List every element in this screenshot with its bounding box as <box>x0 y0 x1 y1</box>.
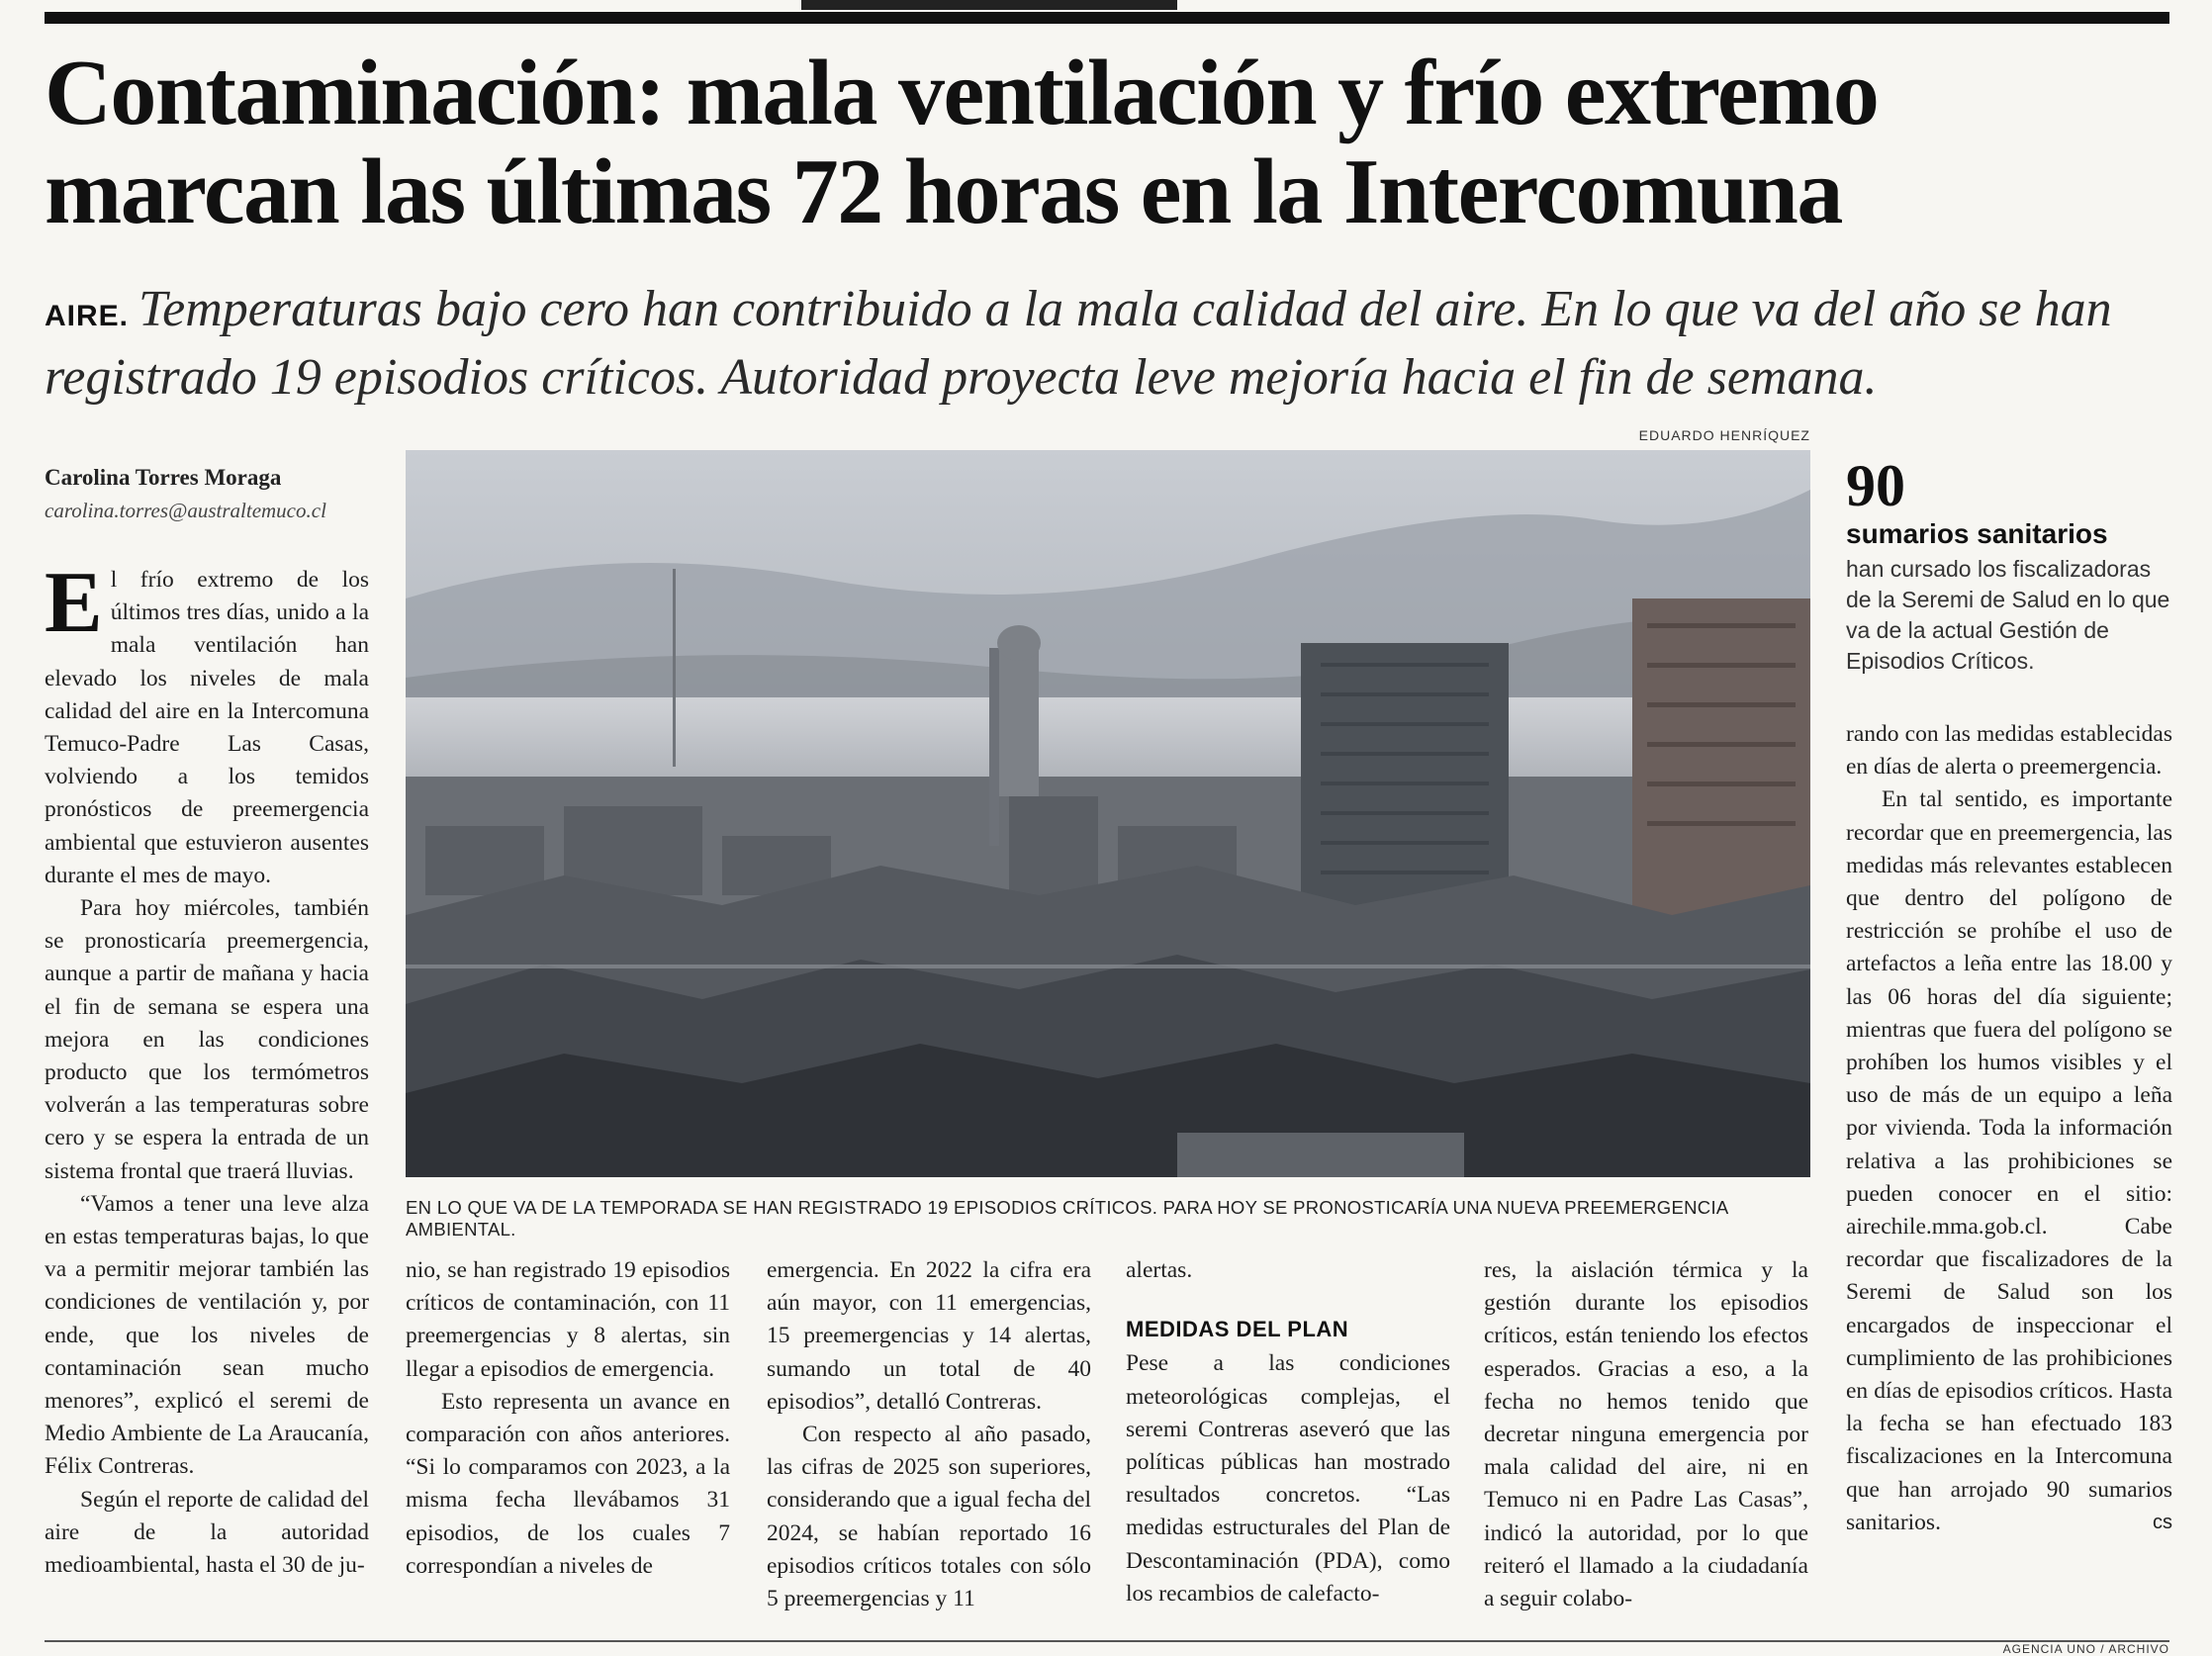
photo-credit: EDUARDO HENRÍQUEZ <box>1638 427 1810 443</box>
drop-cap: E <box>45 555 103 651</box>
footer-photo-credit: AGENCIA UNO / ARCHIVO <box>2002 1642 2169 1656</box>
author-email[interactable]: carolina.torres@australtemuco.cl <box>45 499 326 522</box>
dek <box>45 279 2171 409</box>
fact-number: 90 <box>1846 453 1905 518</box>
paragraph: Para hoy miércoles, también se pronosticaría preemergencia, aunque a partir de mañana y hacia el fin de semana se espera una mejora en las condiciones producto que los termómetros volverán a las temperaturas sobre cero y se espera la entrada de un sistema frontal que traerá lluvias. <box>45 895 369 1184</box>
photo-caption: EN LO QUE VA DE LA TEMPORADA SE HAN REGISTRADO 19 EPISODIOS CRÍTICOS. PARA HOY SE PRONOSTICARÍA UNA NUEVA PREEMERGENCIA AMBIENTAL. <box>406 1197 1728 1240</box>
paragraph: Pese a las condiciones meteorológicas complejas, el seremi Contreras aseveró que las políticas públicas han mostrado resultados concretos. “Las medidas estructurales del Plan de Descontaminación (PDA), como los recambios de calefacto- <box>1126 1350 1450 1607</box>
headline: Contaminación: mala ventilación y frío extremo marcan las últimas 72 horas en la Intercomuna <box>45 42 1879 243</box>
body-column-2 <box>406 1254 730 1583</box>
top-photo-edge <box>801 0 1177 10</box>
city-smog-photo <box>406 450 1810 1177</box>
author-name: Carolina Torres Moraga <box>45 465 282 490</box>
body-column-6 <box>1846 718 2172 1539</box>
section-subhead: MEDIDAS DEL PLAN <box>1126 1317 1349 1342</box>
paragraph: Según el reporte de calidad del aire de la autoridad medioambiental, hasta el 30 de ju- <box>45 1486 369 1579</box>
body-column-5 <box>1484 1254 1808 1615</box>
paragraph-text: l frío extremo de los últimos tres días, unido a la mala ventilación han elevado los niveles de mala calidad del aire en la Intercomuna Temuco-Padre Las Casas, volviendo a los temidos pronósticos de preemergencia ambiental que estuvieron ausentes durante el mes de mayo. <box>45 567 369 888</box>
body-column-3 <box>767 1254 1091 1615</box>
dek-kicker: AIRE. <box>45 300 130 332</box>
paragraph: rando con las medidas establecidas en días de alerta o preemergencia. <box>1846 721 2172 781</box>
body-column-4 <box>1126 1254 1450 1610</box>
fact-box <box>1846 455 2172 677</box>
body-column-1 <box>45 555 369 1582</box>
byline <box>45 465 391 523</box>
fact-label: sumarios sanitarios <box>1846 518 2108 549</box>
fact-text: han cursado los fiscalizadoras de la Seremi de Salud en lo que va de la actual Gestión de Episodios Críticos. <box>1846 556 2170 674</box>
paragraph: alertas. <box>1126 1257 1193 1283</box>
paragraph: Con respecto al año pasado, las cifras de 2025 son superiores, considerando que a igual fecha del 2024, se habían reportado 16 episodios críticos totales con sólo 5 preemergencias y 11 <box>767 1422 1091 1612</box>
paragraph: Esto representa un avance en comparación con años anteriores. “Si lo comparamos con 2023, a la misma fecha llevábamos 31 episodios, de los cuales 7 correspondían a niveles de <box>406 1388 730 1579</box>
bottom-rule <box>45 1640 2169 1642</box>
dek-text: Temperaturas bajo cero han contribuido a la mala calidad del aire. En lo que va del año se han registrado 19 episodios críticos. Autoridad proyecta leve mejoría hacia el fin de semana. <box>45 281 2112 406</box>
paragraph-text: En tal sentido, es importante recordar que en preemergencia, las medidas más relevantes establecen que dentro del polígono de restricción se prohíbe el uso de artefactos a leña entre las 18.00 y las 06 horas del día siguiente; mientras que fuera del polígono se prohíben los humos visibles y el uso de más de un equipo a leña por vivienda. Toda la información relativa a las prohibiciones se pueden conocer en el sitio: airechile.mma.gob.cl. Cabe recordar que fiscalizadores de la Seremi de Salud son los encargados de inspeccionar el cumplimiento de las prohibiciones en días de episodios críticos. Hasta la fecha se han efectuado 183 fiscalizaciones en la Intercomuna que han arrojado 90 sumarios sanitarios. <box>1846 786 2172 1535</box>
paragraph <box>45 555 369 892</box>
paragraph: emergencia. En 2022 la cifra era aún mayor, con 11 emergencias, 15 preemergencias y 14 alertas, sumando un total de 40 episodios”, detalló Contreras. <box>767 1257 1091 1415</box>
paragraph <box>1846 783 2172 1539</box>
paragraph: res, la aislación térmica y la gestión durante los episodios críticos, están teniendo los efectos esperados. Gracias a eso, a la fecha no hemos tenido que decretar ninguna emergencia por mala calidad del aire, ni en Temuco ni en Padre Las Casas”, indicó la autoridad, por lo que reiteró el llamado a la ciudadanía a seguir colabo- <box>1484 1257 1808 1612</box>
paragraph: “Vamos a tener una leve alza en estas temperaturas bajas, lo que va a permitir mejorar también las condiciones de ventilación y, por ende, que los niveles de contaminación sean mucho menores”, explicó el seremi de Medio Ambiente de La Araucanía, Félix Contreras. <box>45 1190 369 1480</box>
top-rule <box>45 12 2169 24</box>
paragraph: nio, se han registrado 19 episodios críticos de contaminación, con 11 preemergencias y 8 alertas, sin llegar a episodios de emergencia. <box>406 1257 730 1382</box>
end-mark-icon: cs <box>2153 1511 2172 1533</box>
